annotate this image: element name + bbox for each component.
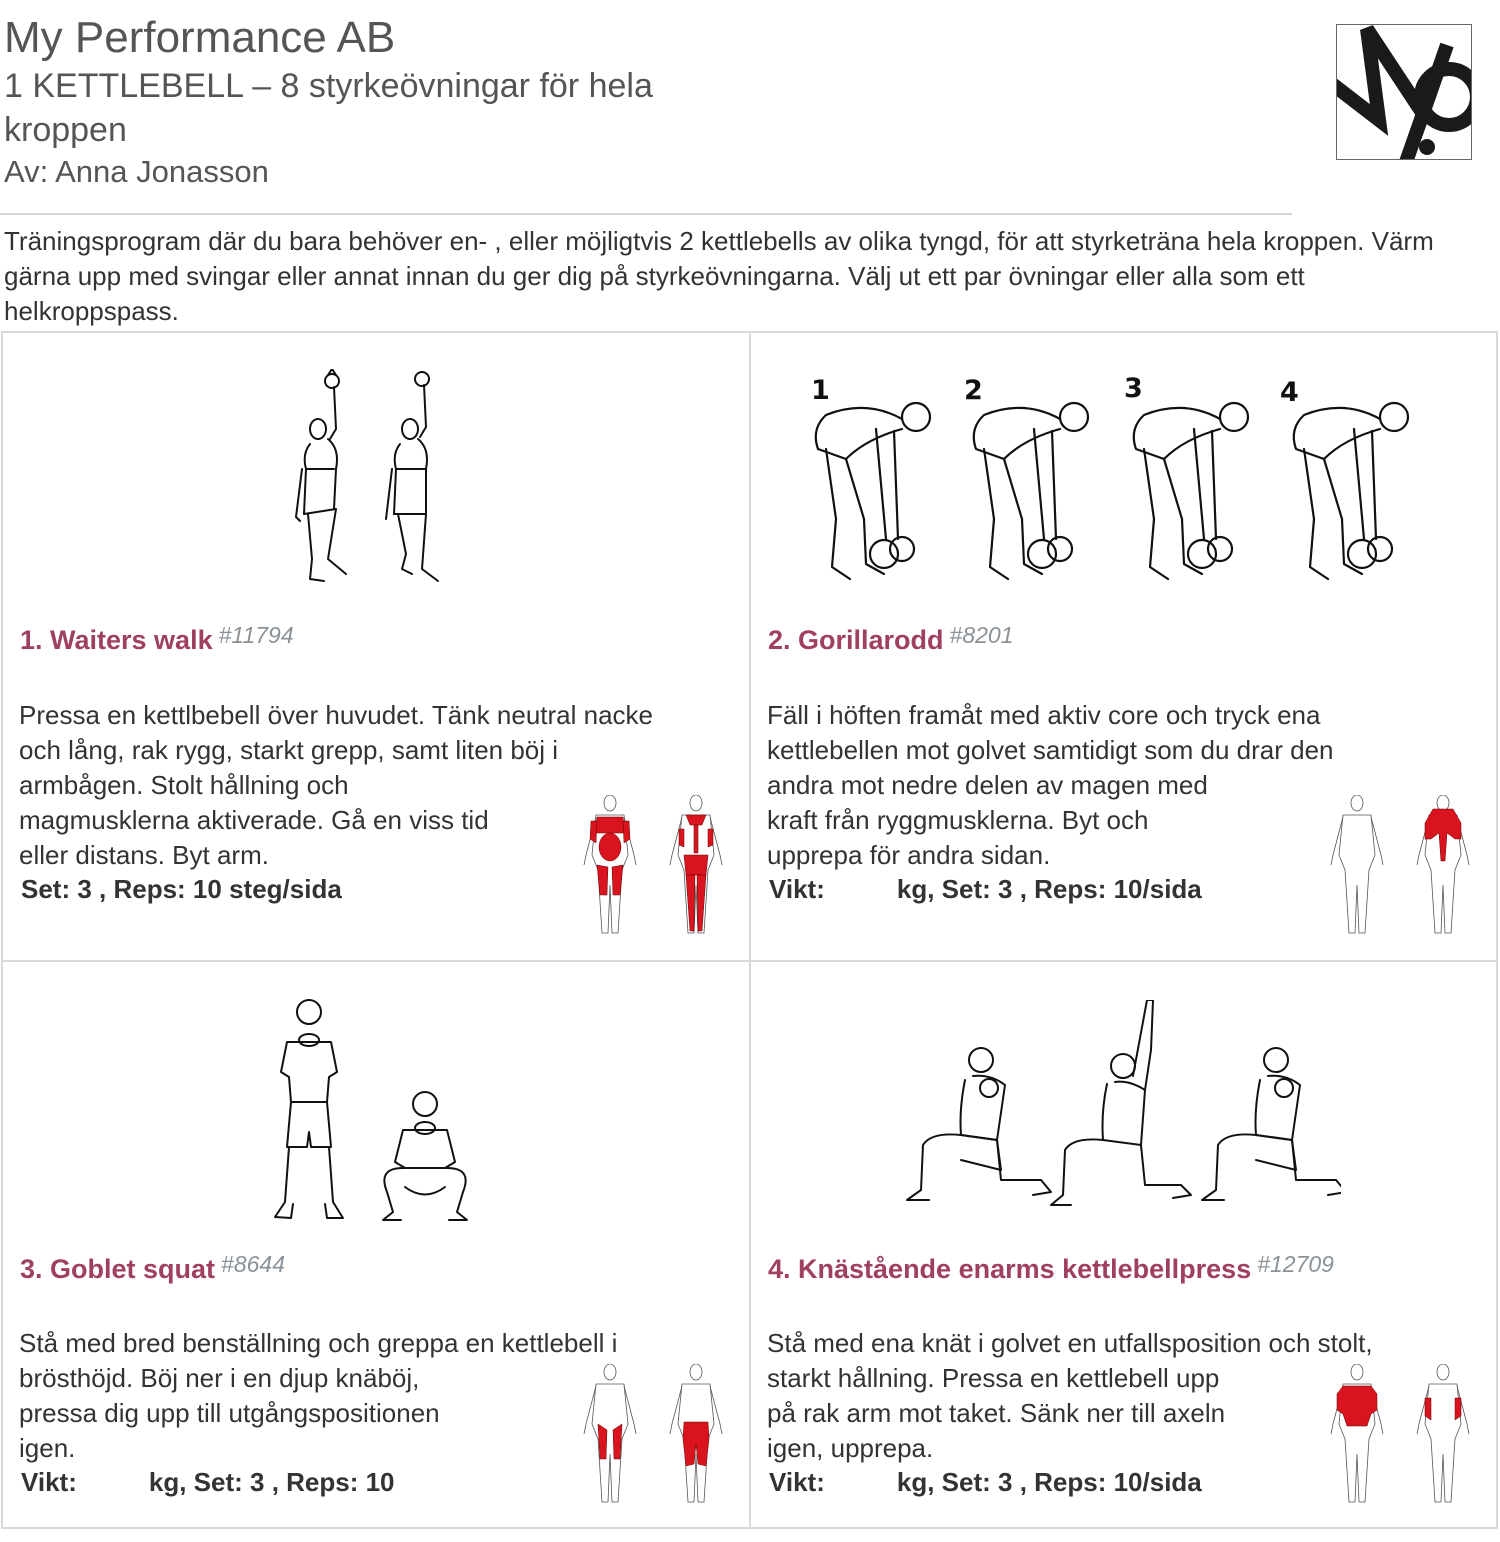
- description-line: kettlebellen mot golvet samtidigt som du drar den: [767, 735, 1334, 765]
- weight-label: Vikt:: [769, 874, 825, 904]
- description-line: eller distans. Byt arm.: [19, 840, 269, 870]
- exercise-description: [19, 1326, 617, 1466]
- description-line: på rak arm mot taket. Sänk ner till axeln: [767, 1398, 1226, 1428]
- description-line: Stå med ena knät i golvet en utfallsposition och stolt,: [767, 1328, 1373, 1358]
- description-line: igen.: [19, 1433, 76, 1463]
- set-reps: kg, Set: 3 , Reps: 10/sida: [896, 874, 1202, 904]
- goblet-squat-illustration: [265, 992, 485, 1222]
- exercise-params: [769, 1467, 1202, 1498]
- description-line: och lång, rak rygg, starkt grepp, samt liten böj i: [19, 735, 559, 765]
- exercise-id: #11794: [218, 622, 294, 648]
- exercise-title: 4. Knästående enarms kettlebellpress: [768, 1254, 1252, 1284]
- exercise-id: #8644: [221, 1251, 285, 1277]
- description-line: igen, upprepa.: [767, 1433, 934, 1463]
- description-line: andra mot nedre delen av magen med: [767, 770, 1208, 800]
- kneeling-press-illustration: [901, 1000, 1341, 1220]
- muscle-map-icon: [1325, 1364, 1475, 1504]
- set-reps: kg, Set: 3 , Reps: 10: [148, 1467, 395, 1497]
- exercise-id: #12709: [1257, 1251, 1334, 1277]
- description-line: kraft från ryggmusklerna. Byt och: [767, 805, 1149, 835]
- muscle-map-icon: [1325, 795, 1475, 935]
- program-title: 1 KETTLEBELL – 8 styrkeövningar för hela kroppen: [4, 67, 653, 149]
- exercise-card-2: [751, 333, 1498, 962]
- step-label: 4: [1280, 377, 1299, 408]
- program-intro: Träningsprogram där du bara behöver en- , eller möjligtvis 2 kettlebells av olika tyngd, för att styrketräna hela kroppen. Värm gärna upp med svingar eller annat innan du ger dig på styrkeövningarna. Välj ut ett par övningar eller alla som ett helkroppspass.: [4, 226, 1434, 326]
- my-performance-logo-icon: [1336, 24, 1472, 160]
- exercise-title-row: [20, 622, 294, 656]
- set-reps: kg, Set: 3 , Reps: 10/sida: [896, 1467, 1202, 1497]
- description-line: magmusklerna aktiverade. Gå en viss tid: [19, 805, 489, 835]
- document-header: [4, 12, 1304, 192]
- exercise-title: 1. Waiters walk: [20, 625, 213, 655]
- exercise-params: [21, 1467, 395, 1498]
- exercise-description: [19, 698, 653, 873]
- gorilla-row-illustration: [806, 369, 1446, 599]
- muscle-map-icon: [578, 795, 728, 935]
- exercise-title: 2. Gorillarodd: [768, 625, 944, 655]
- description-line: Fäll i höften framåt med aktiv core och tryck ena: [767, 700, 1321, 730]
- description-line: brösthöjd. Böj ner i en djup knäböj,: [19, 1363, 420, 1393]
- exercise-title: 3. Goblet squat: [20, 1254, 216, 1284]
- exercise-grid: [1, 331, 1498, 1529]
- description-line: pressa dig upp till utgångspositionen: [19, 1398, 440, 1428]
- exercise-card-1: [3, 333, 751, 962]
- exercise-id: #8201: [949, 622, 1014, 648]
- waiters-walk-illustration: [288, 369, 468, 599]
- exercise-card-3: [3, 962, 751, 1527]
- exercise-title-row: [768, 622, 1014, 656]
- description-line: Pressa en kettlbebell över huvudet. Tänk neutral nacke: [19, 700, 654, 730]
- weight-label: Vikt:: [21, 1467, 77, 1497]
- description-line: Stå med bred benställning och greppa en kettlebell i: [19, 1328, 618, 1358]
- step-label: 1: [811, 375, 830, 406]
- exercise-card-4: [751, 962, 1498, 1527]
- exercise-description: [767, 1326, 1373, 1466]
- step-label: 2: [964, 375, 983, 406]
- company-name: My Performance AB: [4, 13, 396, 62]
- exercise-title-row: [768, 1251, 1334, 1285]
- exercise-params: Set: 3 , Reps: 10 steg/sida: [21, 874, 342, 904]
- description-line: starkt hållning. Pressa en kettlebell upp: [767, 1363, 1220, 1393]
- header-divider: [0, 213, 1292, 215]
- description-line: upprepa för andra sidan.: [767, 840, 1051, 870]
- step-label: 3: [1124, 373, 1143, 404]
- exercise-params: [769, 874, 1202, 905]
- weight-label: Vikt:: [769, 1467, 825, 1497]
- muscle-map-icon: [578, 1364, 728, 1504]
- exercise-description: [767, 698, 1334, 873]
- description-line: armbågen. Stolt hållning och: [19, 770, 349, 800]
- author-line: Av: Anna Jonasson: [4, 154, 269, 189]
- exercise-title-row: [20, 1251, 285, 1285]
